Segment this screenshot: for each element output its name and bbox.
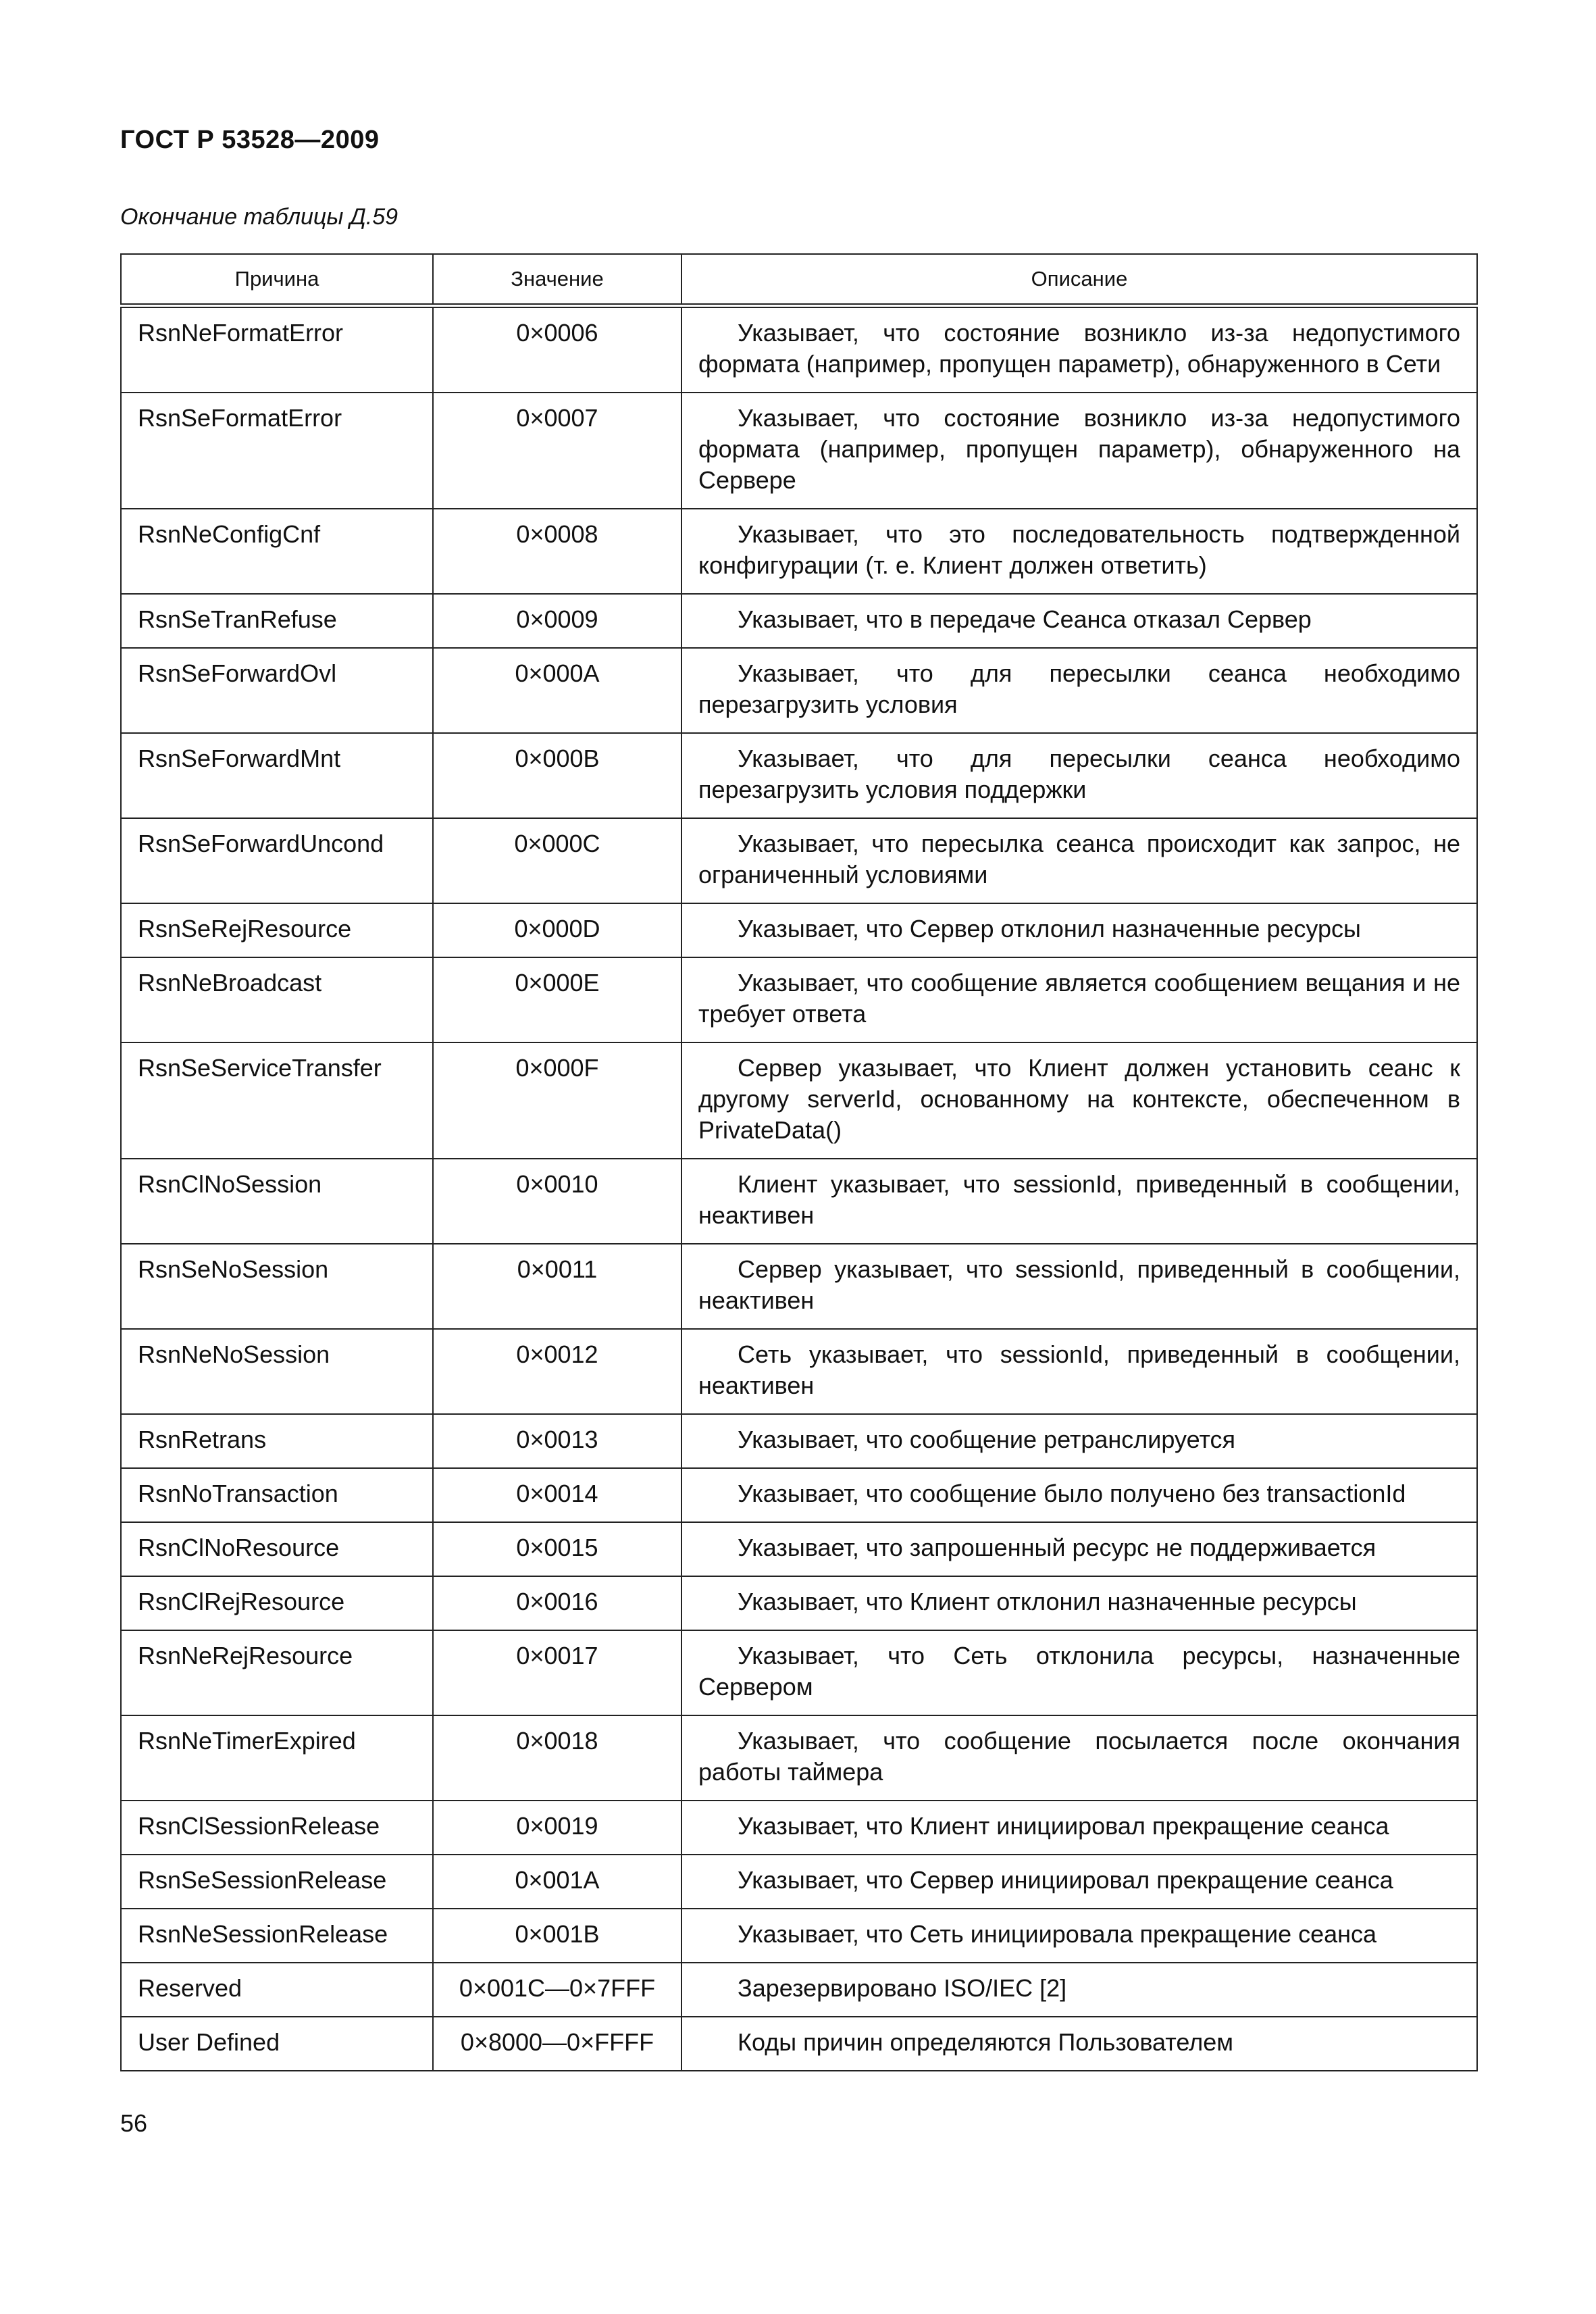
column-header-cause: Причина xyxy=(121,254,433,306)
desc-cell: Указывает, что Сервер отклонил назначенные ресурсы xyxy=(681,903,1477,957)
desc-cell: Зарезервировано ISO/IEC [2] xyxy=(681,1963,1477,2017)
cause-cell: RsnSeForwardMnt xyxy=(121,733,433,818)
desc-cell: Указывает, что Клиент отклонил назначенные ресурсы xyxy=(681,1576,1477,1630)
table-row xyxy=(121,1630,1477,1715)
table-row xyxy=(121,594,1477,648)
cause-cell: Reserved xyxy=(121,1963,433,2017)
table-row xyxy=(121,306,1477,393)
table-row xyxy=(121,1042,1477,1159)
desc-cell: Указывает, что состояние возникло из-за недопустимого формата (например, пропущен параметр), обнаруженного в Сети xyxy=(681,306,1477,393)
desc-cell: Клиент указывает, что sessionId, приведенный в сообщении, неактивен xyxy=(681,1159,1477,1244)
desc-cell: Указывает, что сообщение является сообщением вещания и не требует ответа xyxy=(681,957,1477,1042)
table-row xyxy=(121,1963,1477,2017)
desc-cell: Указывает, что Клиент инициировал прекращение сеанса xyxy=(681,1801,1477,1855)
reason-codes-table xyxy=(120,253,1478,2071)
table-row xyxy=(121,1909,1477,1963)
value-cell: 0×0013 xyxy=(433,1414,681,1468)
table-row xyxy=(121,1244,1477,1329)
desc-cell: Коды причин определяются Пользователем xyxy=(681,2017,1477,2071)
table-row xyxy=(121,1329,1477,1414)
table-header-row xyxy=(121,254,1477,306)
cause-cell: RsnNeTimerExpired xyxy=(121,1715,433,1801)
value-cell: 0×0019 xyxy=(433,1801,681,1855)
table-caption: Окончание таблицы Д.59 xyxy=(120,204,398,230)
value-cell: 0×8000—0×FFFF xyxy=(433,2017,681,2071)
table-row xyxy=(121,733,1477,818)
value-cell: 0×0011 xyxy=(433,1244,681,1329)
cause-cell: RsnSeForwardOvl xyxy=(121,648,433,733)
cause-cell: RsnRetrans xyxy=(121,1414,433,1468)
table-row xyxy=(121,1468,1477,1522)
value-cell: 0×0006 xyxy=(433,306,681,393)
value-cell: 0×000A xyxy=(433,648,681,733)
column-header-description: Описание xyxy=(681,254,1477,306)
table-row xyxy=(121,1159,1477,1244)
cause-cell: RsnClSessionRelease xyxy=(121,1801,433,1855)
desc-cell: Указывает, что сообщение было получено без transactionId xyxy=(681,1468,1477,1522)
value-cell: 0×001C—0×7FFF xyxy=(433,1963,681,2017)
desc-cell: Указывает, что это последовательность подтвержденной конфигурации (т. е. Клиент должен ответить) xyxy=(681,509,1477,594)
desc-cell: Указывает, что сообщение ретранслируется xyxy=(681,1414,1477,1468)
value-cell: 0×001B xyxy=(433,1909,681,1963)
cause-cell: RsnSeSessionRelease xyxy=(121,1855,433,1909)
value-cell: 0×0010 xyxy=(433,1159,681,1244)
value-cell: 0×0015 xyxy=(433,1522,681,1576)
table-body xyxy=(121,306,1477,2071)
table-row xyxy=(121,1522,1477,1576)
value-cell: 0×0007 xyxy=(433,393,681,509)
value-cell: 0×0009 xyxy=(433,594,681,648)
cause-cell: RsnSeTranRefuse xyxy=(121,594,433,648)
cause-cell: RsnSeRejResource xyxy=(121,903,433,957)
value-cell: 0×000B xyxy=(433,733,681,818)
value-cell: 0×001A xyxy=(433,1855,681,1909)
cause-cell: RsnSeFormatError xyxy=(121,393,433,509)
table-row xyxy=(121,648,1477,733)
table-row xyxy=(121,818,1477,903)
desc-cell: Указывает, что для пересылки сеанса необходимо перезагрузить условия xyxy=(681,648,1477,733)
cause-cell: RsnClRejResource xyxy=(121,1576,433,1630)
desc-cell: Указывает, что Сеть отклонила ресурсы, назначенные Сервером xyxy=(681,1630,1477,1715)
table-row xyxy=(121,2017,1477,2071)
value-cell: 0×0014 xyxy=(433,1468,681,1522)
value-cell: 0×0008 xyxy=(433,509,681,594)
column-header-value: Значение xyxy=(433,254,681,306)
desc-cell: Сервер указывает, что sessionId, приведенный в сообщении, неактивен xyxy=(681,1244,1477,1329)
table-row xyxy=(121,393,1477,509)
desc-cell: Указывает, что пересылка сеанса происходит как запрос, не ограниченный условиями xyxy=(681,818,1477,903)
desc-cell: Указывает, что Сеть инициировала прекращение сеанса xyxy=(681,1909,1477,1963)
value-cell: 0×000F xyxy=(433,1042,681,1159)
value-cell: 0×0018 xyxy=(433,1715,681,1801)
cause-cell: RsnNeFormatError xyxy=(121,306,433,393)
table-row xyxy=(121,957,1477,1042)
value-cell: 0×000D xyxy=(433,903,681,957)
cause-cell: RsnSeServiceTransfer xyxy=(121,1042,433,1159)
desc-cell: Указывает, что для пересылки сеанса необходимо перезагрузить условия поддержки xyxy=(681,733,1477,818)
desc-cell: Указывает, что в передаче Сеанса отказал Сервер xyxy=(681,594,1477,648)
desc-cell: Сеть указывает, что sessionId, приведенный в сообщении, неактивен xyxy=(681,1329,1477,1414)
value-cell: 0×0012 xyxy=(433,1329,681,1414)
cause-cell: User Defined xyxy=(121,2017,433,2071)
table-row xyxy=(121,1715,1477,1801)
cause-cell: RsnNoTransaction xyxy=(121,1468,433,1522)
cause-cell: RsnClNoSession xyxy=(121,1159,433,1244)
table-row xyxy=(121,1414,1477,1468)
cause-cell: RsnNeSessionRelease xyxy=(121,1909,433,1963)
cause-cell: RsnNeRejResource xyxy=(121,1630,433,1715)
cause-cell: RsnNeNoSession xyxy=(121,1329,433,1414)
table-row xyxy=(121,509,1477,594)
table-row xyxy=(121,1576,1477,1630)
value-cell: 0×000C xyxy=(433,818,681,903)
table-row xyxy=(121,1801,1477,1855)
value-cell: 0×0016 xyxy=(433,1576,681,1630)
desc-cell: Сервер указывает, что Клиент должен установить сеанс к другому serverId, основанному на контексте, обеспеченном в PrivateData() xyxy=(681,1042,1477,1159)
cause-cell: RsnClNoResource xyxy=(121,1522,433,1576)
value-cell: 0×000E xyxy=(433,957,681,1042)
cause-cell: RsnNeConfigCnf xyxy=(121,509,433,594)
desc-cell: Указывает, что состояние возникло из-за недопустимого формата (например, пропущен параметр), обнаруженного на Сервере xyxy=(681,393,1477,509)
standard-designation: ГОСТ Р 53528—2009 xyxy=(120,126,380,154)
value-cell: 0×0017 xyxy=(433,1630,681,1715)
desc-cell: Указывает, что Сервер инициировал прекращение сеанса xyxy=(681,1855,1477,1909)
cause-cell: RsnNeBroadcast xyxy=(121,957,433,1042)
desc-cell: Указывает, что сообщение посылается после окончания работы таймера xyxy=(681,1715,1477,1801)
table-row xyxy=(121,903,1477,957)
desc-cell: Указывает, что запрошенный ресурс не поддерживается xyxy=(681,1522,1477,1576)
cause-cell: RsnSeForwardUncond xyxy=(121,818,433,903)
table-row xyxy=(121,1855,1477,1909)
cause-cell: RsnSeNoSession xyxy=(121,1244,433,1329)
page-number: 56 xyxy=(120,2109,148,2137)
